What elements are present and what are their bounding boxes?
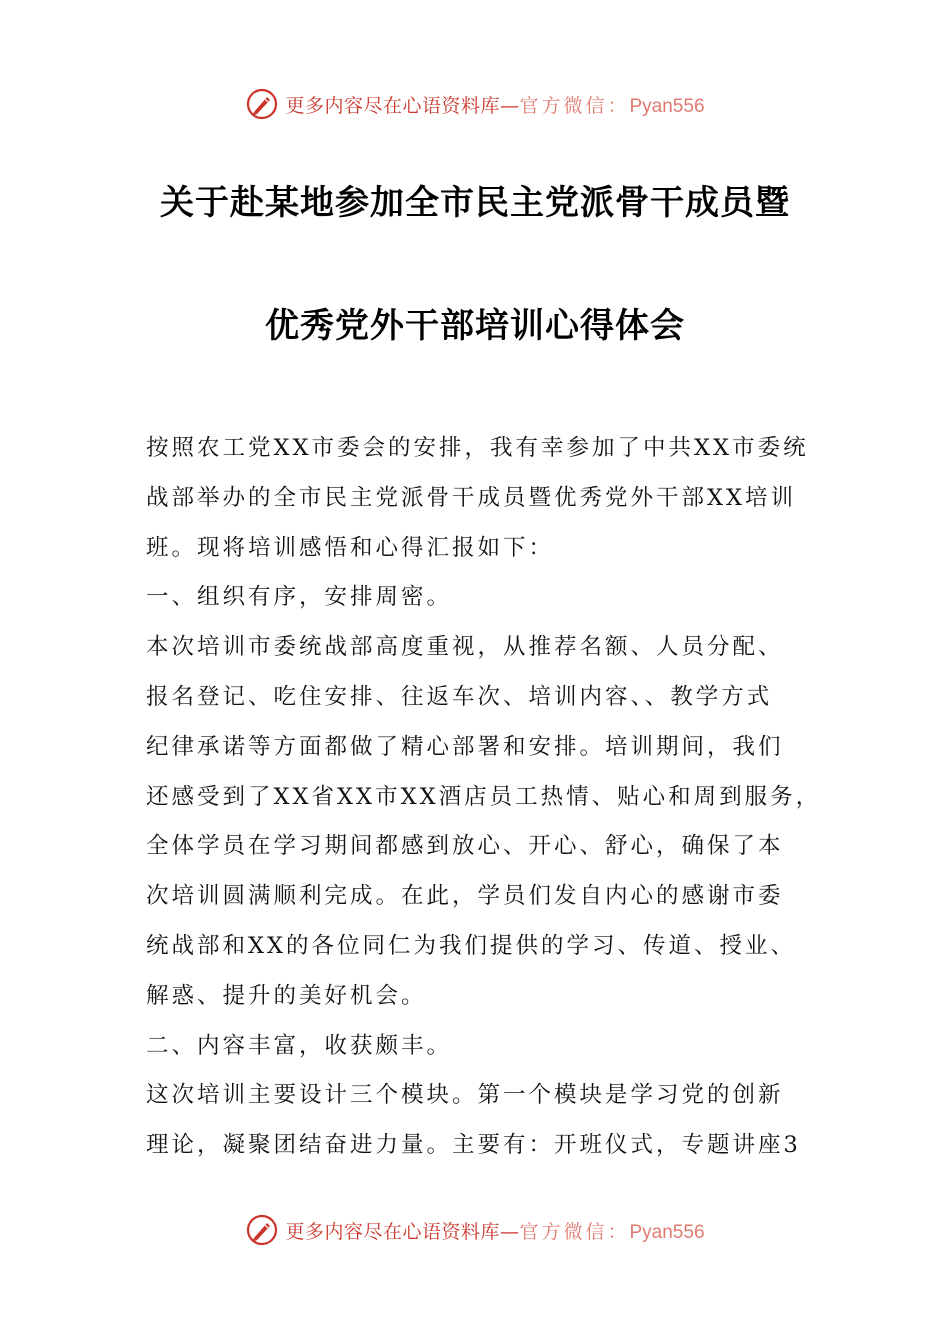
pen-logo-icon (245, 1213, 279, 1247)
watermark-wechat-id: Pyan556 (629, 1221, 705, 1243)
footer-watermark (0, 1210, 950, 1250)
body-line: 解惑、提升的美好机会。 (146, 982, 427, 1009)
pen-logo-icon (245, 87, 279, 121)
watermark-separator: — (499, 94, 520, 117)
section-heading-2: 二、内容丰富，收获颇丰。 (146, 1032, 453, 1059)
body-line: 本次培训市委统战部高度重视，从推荐名额、人员分配、 (146, 634, 784, 661)
title-line-2: 优秀党外干部培训心得体会 (265, 306, 685, 346)
body-line: 统战部和XX的各位同仁为我们提供的学习、传道、授业、 (146, 932, 797, 959)
watermark-main: 更多内容尽在心语资料库 (285, 94, 500, 117)
body-line: 次培训圆满顺利完成。在此，学员们发自内心的感谢市委 (146, 883, 784, 910)
section-heading-1: 一、组织有序，安排周密。 (146, 584, 453, 611)
watermark-separator: — (499, 1220, 520, 1243)
body-line: 这次培训主要设计三个模块。第一个模块是学习党的创新 (146, 1082, 784, 1109)
watermark-official: 官方微信： (519, 94, 630, 117)
body-line: 按照农工党XX市委会的安排，我有幸参加了中共XX市委统 (146, 435, 809, 461)
watermark-text (285, 91, 704, 118)
watermark-text (285, 1217, 704, 1244)
body-line: 理论，凝聚团结奋进力量。主要有：开班仪式，专题讲座3 (146, 1132, 801, 1159)
header-watermark (0, 84, 950, 124)
body-line: 报名登记、吃住安排、往返车次、培训内容、、教学方式 (146, 683, 773, 710)
title-line-1: 关于赴某地参加全市民主党派骨干成员暨 (160, 183, 790, 223)
body-line: 战部举办的全市民主党派骨干成员暨优秀党外干部XX培训 (146, 484, 797, 511)
body-line: 班。现将培训感悟和心得汇报如下： (146, 534, 555, 561)
watermark-official: 官方微信： (519, 1220, 630, 1243)
watermark-wechat-id: Pyan556 (629, 95, 705, 117)
body-line: 纪律承诺等方面都做了精心部署和安排。培训期间，我们 (146, 733, 784, 760)
body-line: 还感受到了XX省XX市XX酒店员工热情、贴心和周到服务， (146, 783, 822, 810)
body-line: 全体学员在学习期间都感到放心、开心、舒心，确保了本 (146, 833, 784, 860)
watermark-main: 更多内容尽在心语资料库 (285, 1220, 500, 1243)
body-text (146, 424, 822, 1171)
